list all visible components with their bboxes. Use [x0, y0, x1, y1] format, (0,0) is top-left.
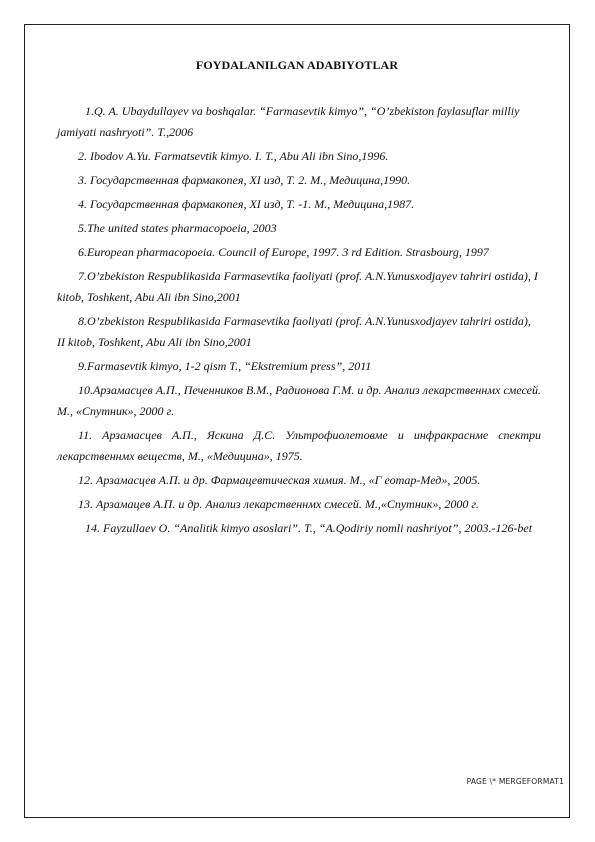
page-title: FOYDALANILGAN ADABIYOTLAR — [195, 58, 399, 72]
reference-item: 10.Арзамасцев А.П., Печенников В.М., Радионова Г.М. и др. Анализ лекарственнмх смесей. М., «Спутник», 2000 г. — [57, 383, 541, 418]
reference-item: 11. Арзамасцев А.П., Яскина Д.С. Ультрофиолетовме и инфракраснме спектри лекарственнмх веществ, М., «Медицина», 1975. — [57, 428, 541, 463]
reference-item: 13. Арзамацев А.П. и др. Анализ лекарственнмх смесей. М.,«Спутник», 2000 г. — [78, 497, 479, 511]
reference-item: 4. Государственная фармакопея, XI изд, Т. -1. М., Медицина,1987. — [78, 197, 415, 211]
reference-item: 9.Farmasevtik kimyo, 1-2 qism T., “Ekstremium press”, 2011 — [78, 359, 372, 373]
reference-item: 5.The united states pharmacopoeia, 2003 — [78, 221, 277, 235]
reference-list — [57, 101, 541, 542]
reference-item: 14. Fayzullaev O. “Analitik kimyo asoslari”. T., “A.Qodiriy nomli nashriyot”, 2003.-126-bet — [85, 521, 533, 535]
reference-item: 6.European pharmacopoeia. Council of Europe, 1997. 3 rd Edition. Strasbourg, 1997 — [78, 245, 489, 259]
reference-item: 12. Арзамасцев А.П. и др. Фармацевтическая химия. М., «Г еотар-Мед», 2005. — [78, 473, 481, 487]
reference-item: 8.O’zbekiston Respublikasida Farmasevtika faoliyati (prof. A.N.Yunusxodjayev tahriri ostida), II kitob, Toshkent, Abu Ali ibn Sino,2001 — [57, 314, 531, 349]
reference-item: 3. Государственная фармакопея, XI изд, Т. 2. М., Медицина,1990. — [78, 173, 411, 187]
reference-item: 1.Q. A. Ubaydullayev va boshqalar. “Farmasevtik kimyo”, “O’zbekiston faylasuflar milliy jamiyati nashryoti”. T.,2006 — [57, 104, 520, 139]
reference-item: 2. Ibodov A.Yu. Farmatsevtik kimyo. I. T., Abu Ali ibn Sino,1996. — [78, 149, 389, 163]
reference-item: 7.O’zbekiston Respublikasida Farmasevtika faoliyati (prof. A.N.Yunusxodjayev tahriri ostida), I kitob, Toshkent, Abu Ali ibn Sino,2001 — [57, 269, 538, 304]
page-field-code: PAGE \* MERGEFORMAT1 — [466, 777, 564, 786]
